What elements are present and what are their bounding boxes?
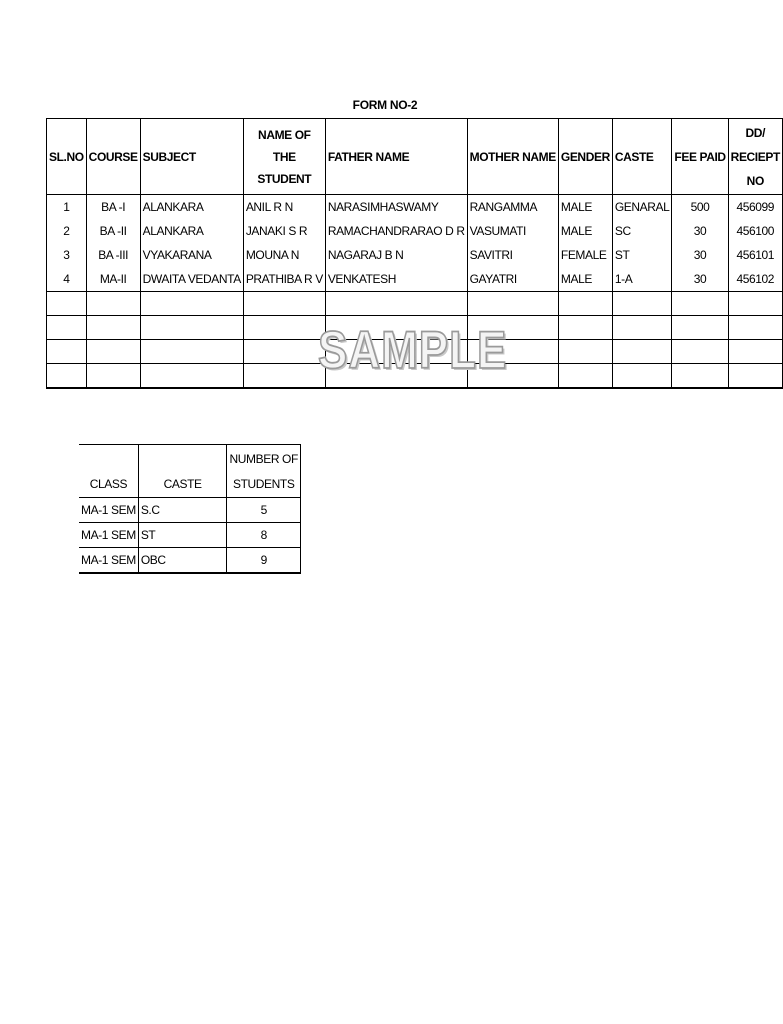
table-header-row [47, 119, 783, 195]
cell-mother-name: SAVITRI [467, 243, 558, 267]
table-row [47, 195, 783, 220]
summary-cell-students: 5 [227, 498, 301, 523]
empty-row [47, 292, 783, 316]
cell-gender: MALE [558, 267, 612, 292]
cell-father-name: NAGARAJ B N [325, 243, 467, 267]
summary-row [79, 523, 301, 548]
sample-watermark: SAMPLE [318, 321, 508, 380]
cell-receipt-no: 456101 [728, 243, 782, 267]
cell-father-name: VENKATESH [325, 267, 467, 292]
cell-course: BA -III [86, 243, 140, 267]
cell-student-name: ANIL R N [243, 195, 325, 220]
caste-summary-table [79, 444, 301, 574]
summary-cell-caste: ST [138, 523, 227, 548]
cell-receipt-no: 456100 [728, 219, 782, 243]
cell-subject: ALANKARA [140, 195, 243, 220]
cell-mother-name: RANGAMMA [467, 195, 558, 220]
header-course: COURSE [86, 119, 140, 195]
header-father-name: FATHER NAME [325, 119, 467, 195]
cell-fee-paid: 30 [672, 267, 728, 292]
summary-row [79, 548, 301, 574]
summary-header-class: CLASS [79, 445, 138, 498]
cell-mother-name: GAYATRI [467, 267, 558, 292]
cell-slno: 4 [47, 267, 87, 292]
cell-fee-paid: 30 [672, 243, 728, 267]
cell-caste: SC [612, 219, 672, 243]
cell-subject: ALANKARA [140, 219, 243, 243]
cell-course: BA -I [86, 195, 140, 220]
cell-slno: 1 [47, 195, 87, 220]
summary-cell-class: MA-1 SEM [79, 548, 138, 574]
cell-gender: MALE [558, 219, 612, 243]
header-mother-name: MOTHER NAME [467, 119, 558, 195]
header-subject: SUBJECT [140, 119, 243, 195]
cell-receipt-no: 456099 [728, 195, 782, 220]
cell-slno: 3 [47, 243, 87, 267]
header-gender: GENDER [558, 119, 612, 195]
cell-receipt-no: 456102 [728, 267, 782, 292]
cell-caste: 1-A [612, 267, 672, 292]
cell-student-name: MOUNA N [243, 243, 325, 267]
cell-mother-name: VASUMATI [467, 219, 558, 243]
cell-fee-paid: 30 [672, 219, 728, 243]
table-row [47, 267, 783, 292]
table-row [47, 219, 783, 243]
summary-cell-class: MA-1 SEM [79, 498, 138, 523]
cell-subject: VYAKARANA [140, 243, 243, 267]
cell-gender: FEMALE [558, 243, 612, 267]
cell-caste: GENARAL [612, 195, 672, 220]
header-fee-paid: FEE PAID [672, 119, 728, 195]
cell-father-name: RAMACHANDRARAO D R [325, 219, 467, 243]
summary-cell-caste: OBC [138, 548, 227, 574]
summary-cell-class: MA-1 SEM [79, 523, 138, 548]
cell-subject: DWAITA VEDANTA [140, 267, 243, 292]
header-student-name: NAME OF THE STUDENT [243, 119, 325, 195]
summary-cell-students: 9 [227, 548, 301, 574]
cell-father-name: NARASIMHASWAMY [325, 195, 467, 220]
cell-caste: ST [612, 243, 672, 267]
header-slno: SL.NO [47, 119, 87, 195]
cell-gender: MALE [558, 195, 612, 220]
form-title: FORM NO-2 [352, 98, 418, 112]
summary-header-students: NUMBER OF STUDENTS [227, 445, 301, 498]
cell-course: MA-II [86, 267, 140, 292]
header-caste: CASTE [612, 119, 672, 195]
summary-cell-students: 8 [227, 523, 301, 548]
summary-cell-caste: S.C [138, 498, 227, 523]
cell-student-name: PRATHIBA R V [243, 267, 325, 292]
header-receipt-no: DD/ RECIEPT NO [728, 119, 782, 195]
cell-student-name: JANAKI S R [243, 219, 325, 243]
table-row [47, 243, 783, 267]
summary-header-row [79, 445, 301, 498]
cell-slno: 2 [47, 219, 87, 243]
summary-row [79, 498, 301, 523]
summary-header-caste: CASTE [138, 445, 227, 498]
cell-course: BA -II [86, 219, 140, 243]
cell-fee-paid: 500 [672, 195, 728, 220]
